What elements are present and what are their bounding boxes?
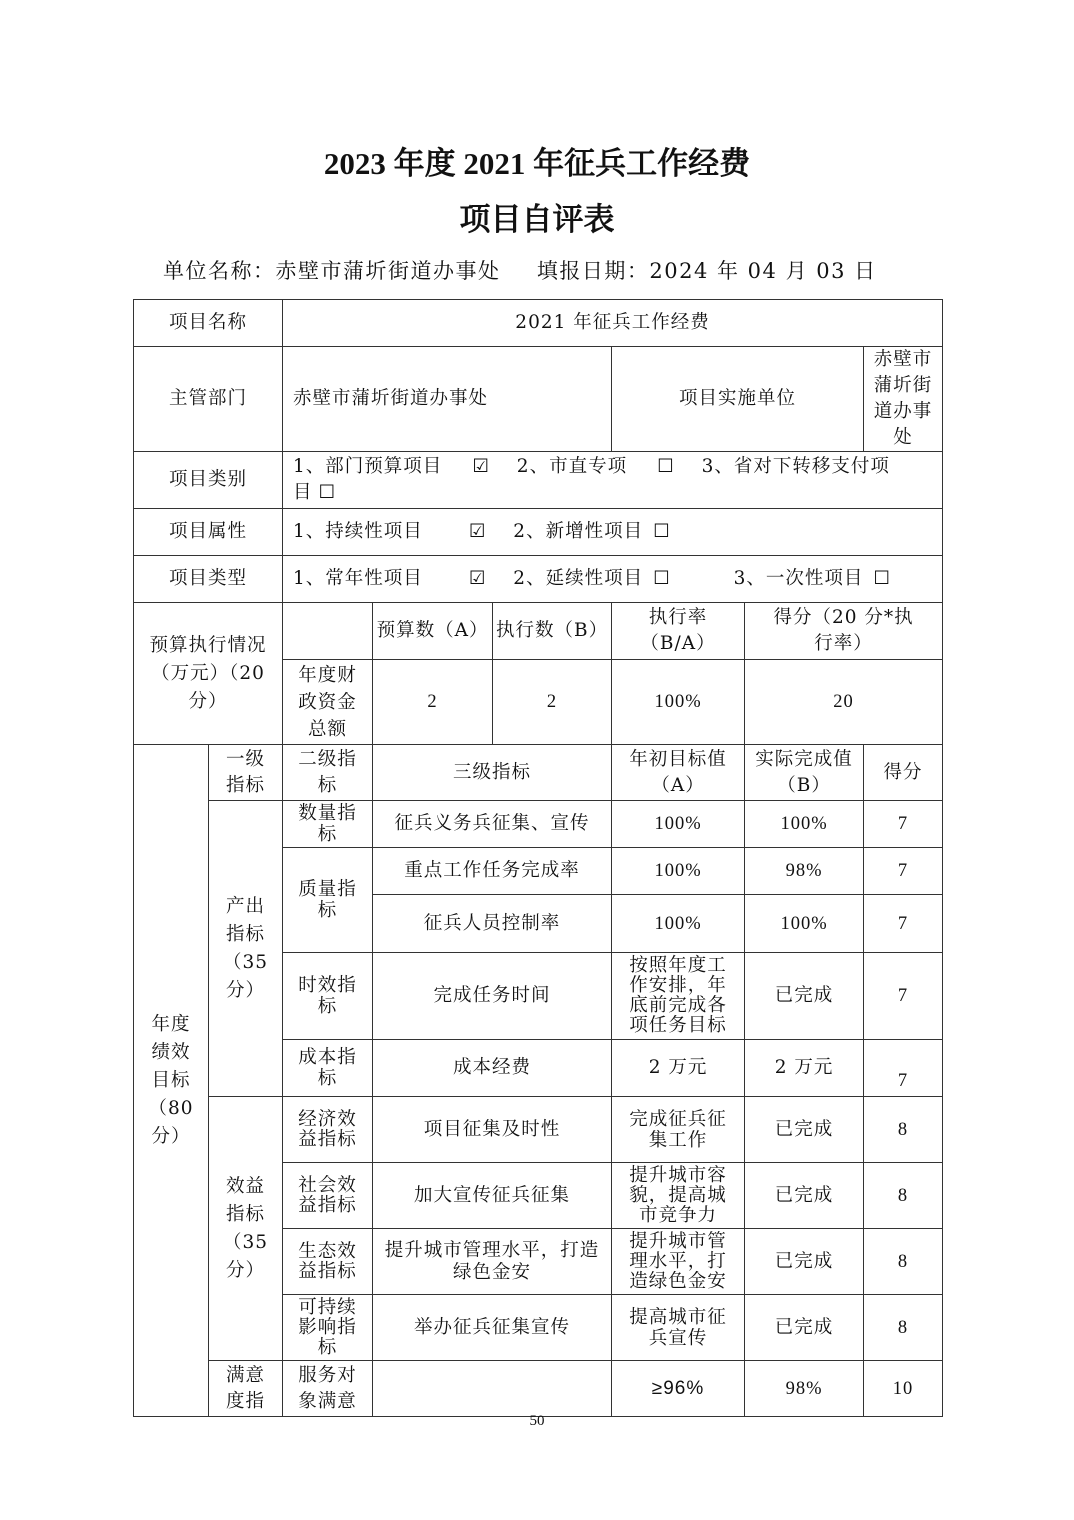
row-l2: 数量指标 <box>283 801 373 848</box>
row-actual: 已完成 <box>745 1163 864 1229</box>
impl-unit-label: 项目实施单位 <box>612 347 864 452</box>
benefit-indicator-label: 效益指标（35 分） <box>209 1097 283 1361</box>
row-l2: 成本指标 <box>283 1040 373 1097</box>
budget-b-value: 2 <box>493 660 612 745</box>
row-l3: 重点工作任务完成率 <box>373 848 612 895</box>
page-number: 50 <box>529 1413 545 1429</box>
row-actual: 已完成 <box>745 1229 864 1295</box>
evaluation-table <box>133 299 943 1417</box>
row-score: 10 <box>864 1361 943 1417</box>
impl-unit-value: 赤壁市蒲圻街道办事处 <box>864 347 943 452</box>
row-score: 8 <box>864 1097 943 1163</box>
date-label: 填报日期： <box>536 259 650 283</box>
row-target: 2 万元 <box>612 1040 745 1097</box>
attribute-opt2: 2、新增性项目 <box>513 521 644 542</box>
project-name-value: 2021 年征兵工作经费 <box>283 300 943 347</box>
type-label: 项目类型 <box>134 556 283 603</box>
attribute-opt1-checkbox[interactable]: ☑ <box>468 521 487 542</box>
budget-label: 预算执行情况（万元）（20 分） <box>134 603 283 745</box>
category-label: 项目类别 <box>134 452 283 509</box>
unit-label: 单位名称： <box>163 259 276 283</box>
row-l3: 加大宣传征兵征集 <box>373 1163 612 1229</box>
row-target: 按照年度工作安排，年底前完成各项任务目标 <box>612 953 745 1040</box>
row-l2: 服务对象满意 <box>283 1361 373 1417</box>
row-score: 7 <box>864 953 943 1040</box>
output-indicator-label: 产出指标（35 分） <box>209 801 283 1097</box>
perf-header-actual: 实际完成值（B） <box>745 745 864 801</box>
budget-col-rate: 执行率（B/A） <box>612 603 745 660</box>
row-target: 100% <box>612 801 745 848</box>
row-score: 7 <box>864 848 943 895</box>
perf-header-score: 得分 <box>864 745 943 801</box>
budget-a-value: 2 <box>373 660 493 745</box>
type-options <box>283 556 943 603</box>
document-title: 2023 年度 2021 年征兵工作经费 <box>323 146 751 181</box>
row-l2: 可持续影响指标 <box>283 1295 373 1361</box>
category-opt2: 2、市直专项 <box>516 456 628 477</box>
row-l3: 征兵人员控制率 <box>373 895 612 953</box>
row-actual: 2 万元 <box>745 1040 864 1097</box>
row-l3: 举办征兵征集宣传 <box>373 1295 612 1361</box>
row-score: 7 <box>864 895 943 953</box>
budget-header-blank <box>283 603 373 660</box>
row-l2: 社会效益指标 <box>283 1163 373 1229</box>
budget-row-label: 年度财政资金总额 <box>283 660 373 745</box>
row-l3: 项目征集及时性 <box>373 1097 612 1163</box>
document-subtitle: 项目自评表 <box>459 202 615 237</box>
row-actual: 100% <box>745 801 864 848</box>
row-l2: 质量指标 <box>283 848 373 953</box>
row-target: 提升城市管理水平，打造绿色金安 <box>612 1229 745 1295</box>
category-opt3-checkbox[interactable]: ☐ <box>318 482 337 503</box>
perf-header-target: 年初目标值（A） <box>612 745 745 801</box>
perf-header-l3: 三级指标 <box>373 745 612 801</box>
type-opt1: 1、常年性项目 <box>293 568 423 589</box>
row-l2: 生态效益指标 <box>283 1229 373 1295</box>
type-opt2: 2、延续性项目 <box>513 568 644 589</box>
row-target: 100% <box>612 848 745 895</box>
row-l3: 完成任务时间 <box>373 953 612 1040</box>
row-l2: 时效指标 <box>283 953 373 1040</box>
type-opt3: 3、一次性项目 <box>733 568 864 589</box>
attribute-label: 项目属性 <box>134 509 283 556</box>
attribute-options <box>283 509 943 556</box>
row-score: 8 <box>864 1229 943 1295</box>
performance-label: 年度绩效目标（80 分） <box>134 745 209 1417</box>
category-opt1: 1、部门预算项目 <box>293 456 443 477</box>
date-value: 2024 年 04 月 03 日 <box>649 259 877 283</box>
perf-header-l2: 二级指标 <box>283 745 373 801</box>
row-l3: 提升城市管理水平，打造绿色金安 <box>373 1229 612 1295</box>
budget-col-a: 预算数（A） <box>373 603 493 660</box>
unit-info-line <box>163 255 877 285</box>
row-l3 <box>373 1361 612 1417</box>
row-score: 7 <box>864 1040 943 1097</box>
row-actual: 已完成 <box>745 953 864 1040</box>
attribute-opt1: 1、持续性项目 <box>293 521 423 542</box>
row-target: 完成征兵征集工作 <box>612 1097 745 1163</box>
row-target: ≥96% <box>612 1361 745 1417</box>
row-actual: 98% <box>745 1361 864 1417</box>
row-score: 7 <box>864 801 943 848</box>
type-opt2-checkbox[interactable]: ☐ <box>653 568 671 589</box>
type-opt1-checkbox[interactable]: ☑ <box>468 568 487 589</box>
budget-score-value: 20 <box>745 660 943 745</box>
category-opt1-checkbox[interactable]: ☑ <box>472 456 490 477</box>
budget-rate-value: 100% <box>612 660 745 745</box>
row-l3: 成本经费 <box>373 1040 612 1097</box>
project-name-label: 项目名称 <box>134 300 283 347</box>
row-actual: 已完成 <box>745 1097 864 1163</box>
unit-value: 赤壁市蒲圻街道办事处 <box>275 259 501 283</box>
type-opt3-checkbox[interactable]: ☐ <box>873 568 891 589</box>
row-l2: 经济效益指标 <box>283 1097 373 1163</box>
row-actual: 已完成 <box>745 1295 864 1361</box>
category-opt3: 3、省对下转移支付项 <box>701 456 890 477</box>
category-options <box>283 452 943 509</box>
category-opt2-checkbox[interactable]: ☐ <box>657 456 675 477</box>
budget-col-score: 得分（20 分*执行率） <box>745 603 943 660</box>
category-opt3-tail: 目 <box>293 482 313 503</box>
row-target: 提升城市容貌，提高城市竞争力 <box>612 1163 745 1229</box>
row-l3: 征兵义务兵征集、宣传 <box>373 801 612 848</box>
row-actual: 98% <box>745 848 864 895</box>
row-target: 提高城市征兵宣传 <box>612 1295 745 1361</box>
perf-header-l1: 一级指标 <box>209 745 283 801</box>
row-score: 8 <box>864 1163 943 1229</box>
row-target: 100% <box>612 895 745 953</box>
row-actual: 100% <box>745 895 864 953</box>
attribute-opt2-checkbox[interactable]: ☐ <box>653 521 671 542</box>
dept-label: 主管部门 <box>134 347 283 452</box>
budget-col-b: 执行数（B） <box>493 603 612 660</box>
satisfaction-indicator-label: 满意度指 <box>209 1361 283 1417</box>
dept-value: 赤壁市蒲圻街道办事处 <box>283 347 612 452</box>
row-score: 8 <box>864 1295 943 1361</box>
